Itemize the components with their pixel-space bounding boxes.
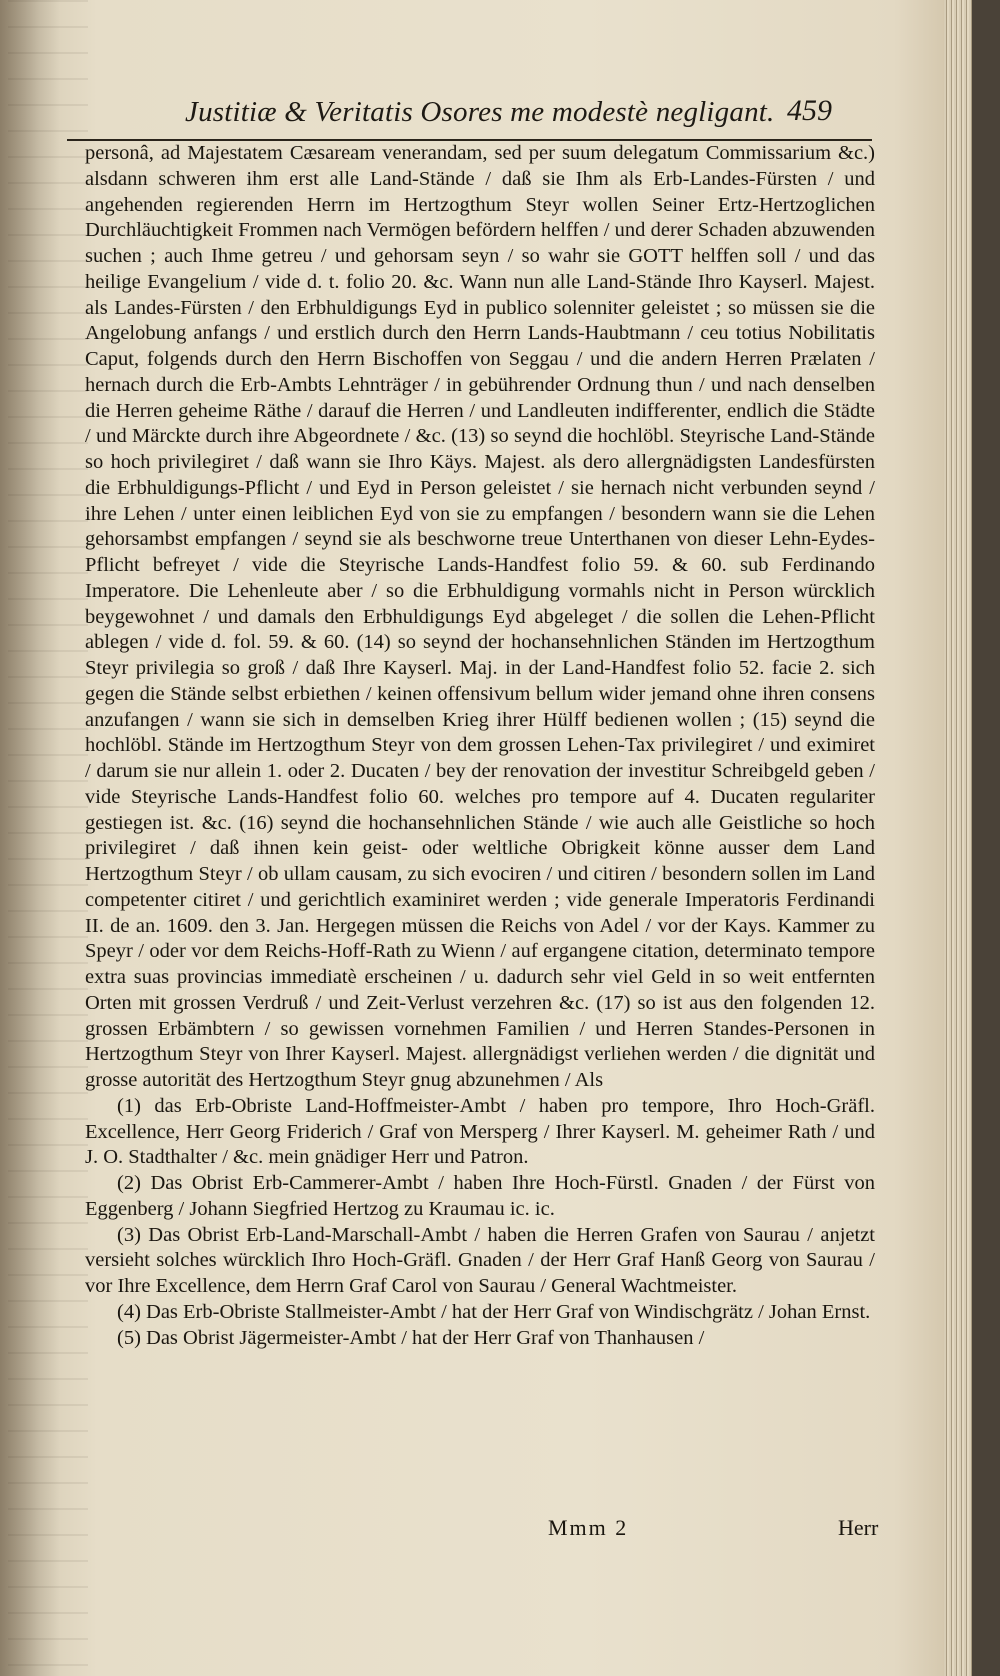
paragraph: (3) Das Obrist Erb-Land-Marschall-Ambt / haben die Herren Grafen von Saurau / anjetzt versieht solches würcklich Ihro Hoch-Gräfl. Gnaden / der Herr Graf Hanß Georg von Saurau / vor Ihre Excellence, dem Herrn Graf Carol von Saurau / General Wachtmeister. xyxy=(85,1223,875,1297)
paragraph: (5) Das Obrist Jägermeister-Ambt / hat der Herr Graf von Thanhausen / xyxy=(117,1326,705,1349)
paragraph: (2) Das Obrist Erb-Cammerer-Ambt / haben Ihre Hoch-Fürstl. Gnaden / der Fürst von Eggenberg / Johann Siegfried Hertzog zu Kraumau ic. ic. xyxy=(85,1172,875,1220)
page-edges xyxy=(944,0,972,1676)
paragraph: (4) Das Erb-Obriste Stallmeister-Ambt / hat der Herr Graf von Windischgrätz / Johan Ernst. xyxy=(117,1300,871,1323)
body-text xyxy=(85,141,875,1351)
signature-mark: Mmm 2 xyxy=(548,1515,629,1540)
running-head: Justitiæ & Veritatis Osores me modestè negligant. xyxy=(185,96,775,128)
paragraph: (1) das Erb-Obriste Land-Hoffmeister-Ambt / haben pro tempore, Ihro Hoch-Gräfl. Excellence, Herr Georg Friderich / Graf von Mersperg / Ihrer Kayserl. M. geheimer Rath / und J. O. Stadthalter / &c. mein gnädiger Herr und Patron. xyxy=(85,1094,875,1169)
bleed-through xyxy=(8,0,88,1676)
paragraph: personâ, ad Majestatem Cæsaream venerandam, sed per suum delegatum Commissarium &c.) alsdann schweren ihm erst alle Land-Stände / daß sie Ihm als Erb-Landes-Fürsten / und angehenden regierenden Herrn im Hertzogthum Steyr wollen Seiner Ertz-Hertzoglichen Durchläuchtigkeit Frommen nach Vermögen befördern helffen / und derer Schaden abzuwenden suchen ; auch Ihme getreu / und gehorsam seyn / so wahr sie GOTT helffen soll / und das heilige Evangelium / vide d. t. folio 20. &c. Wann nun alle Land-Stände Ihro Kayserl. Majest. als Landes-Fürsten / den Erbhuldigungs Eyd in publico solenniter geleistet ; so müssen sie die Angelobung anfangs / und erstlich durch den Herrn Lands-Haubtmann / ceu totius Nobilitatis Caput, folgends durch den Herrn Bischoffen von Seggau / und die andern Herren Prælaten / hernach durch die Erb-Ambts Lehnträger / in gebührender Ordnung thun / und nach denselben die Herren geheime Räthe / darauf die Herren / und Landleuten indifferenter, endlich die Städte / und Märckte durch ihre Abgeordnete / &c. (13) so seynd die hochlöbl. Steyrische Land-Stände so hoch privilegiret / daß wann sie Ihro Käys. Majest. als dero allergnädigsten Landesfürsten die Erbhuldigungs-Pflicht / und Eyd in Person geleistet / sie hernach nicht verbunden seynd / ihre Lehen / unter einen leiblichen Eyd von sie zu empfangen / besondern wann sie die Lehen gehorsambst empfangen / seynd sie als beschworne treue Unterthanen von dieser Lehn-Eydes-Pflicht befreyet / vide die Steyrische Lands-Handfest folio 59. & 60. sub Ferdinando Imperatore. Die Lehenleute aber / so die Erbhuldigung vormahls nicht in Person würcklich beygewohnet / und damals den Erbhuldigungs Eyd abgeleget / die sollen die Lehen-Pflicht ablegen / vide d. fol. 59. & 60. (14) so seynd der hochansehnlichen Ständen im Hertzogthum Steyr privilegia so groß / daß Ihre Kayserl. Maj. in der Land-Handfest folio 52. facie 2. sich gegen die Stände selbst erbiethen / keinen offensivum bellum wider jemand ohne ihren consens anzufangen / wann sie sich in demselben Krieg ihrer Hülff bedienen wollen ; (15) seynd die hochlöbl. Stände im Hertzogthum Steyr von dem grossen Lehen-Tax privilegiret / und eximiret / darum sie nur allein 1. oder 2. Ducaten / bey der renovation der investitur Schreibgeld geben / vide Steyrische Lands-Handfest folio 60. welches pro tempore auf 4. Ducaten regulariter gestiegen ist. &c. (16) seynd die hochansehnlichen Stände / wie auch alle Geistliche so hoch privilegiret / daß ihnen kein geist- oder weltliche Obrigkeit könne ausser dem Land Hertzogthum Steyr / ob ullam causam, zu sich evociren / und citiren / besondern sollen im Land competenter citiret / und gerichtlich examiniret werden ; vide generale Imperatoris Ferdinandi II. de an. 1609. den 3. Jan. Hergegen müssen die Reichs von Adel / vor der Kays. Kammer zu Speyr / oder vor dem Reichs-Hoff-Rath zu Wienn / auf ergangene citation, determinato tempore extra suas provincias immediatè erscheinen / u. dadurch sehr viel Geld in so weit entfernten Orten mit grossen Verdruß / und Zeit-Verlust verzehren &c. (17) so ist aus den folgenden 12. grossen Erbämbtern / so gewissen vornehmen Familien / und Herren Standes-Personen in Hertzogthum Steyr von Ihrer Kayserl. Majest. allergnädigst verliehen werden / die dignität und grosse autorität des Hertzogthum Steyr gnug abzunehmen / Als xyxy=(85,142,875,1091)
catchword: Herr xyxy=(838,1515,879,1540)
page-number: 459 xyxy=(787,94,832,127)
